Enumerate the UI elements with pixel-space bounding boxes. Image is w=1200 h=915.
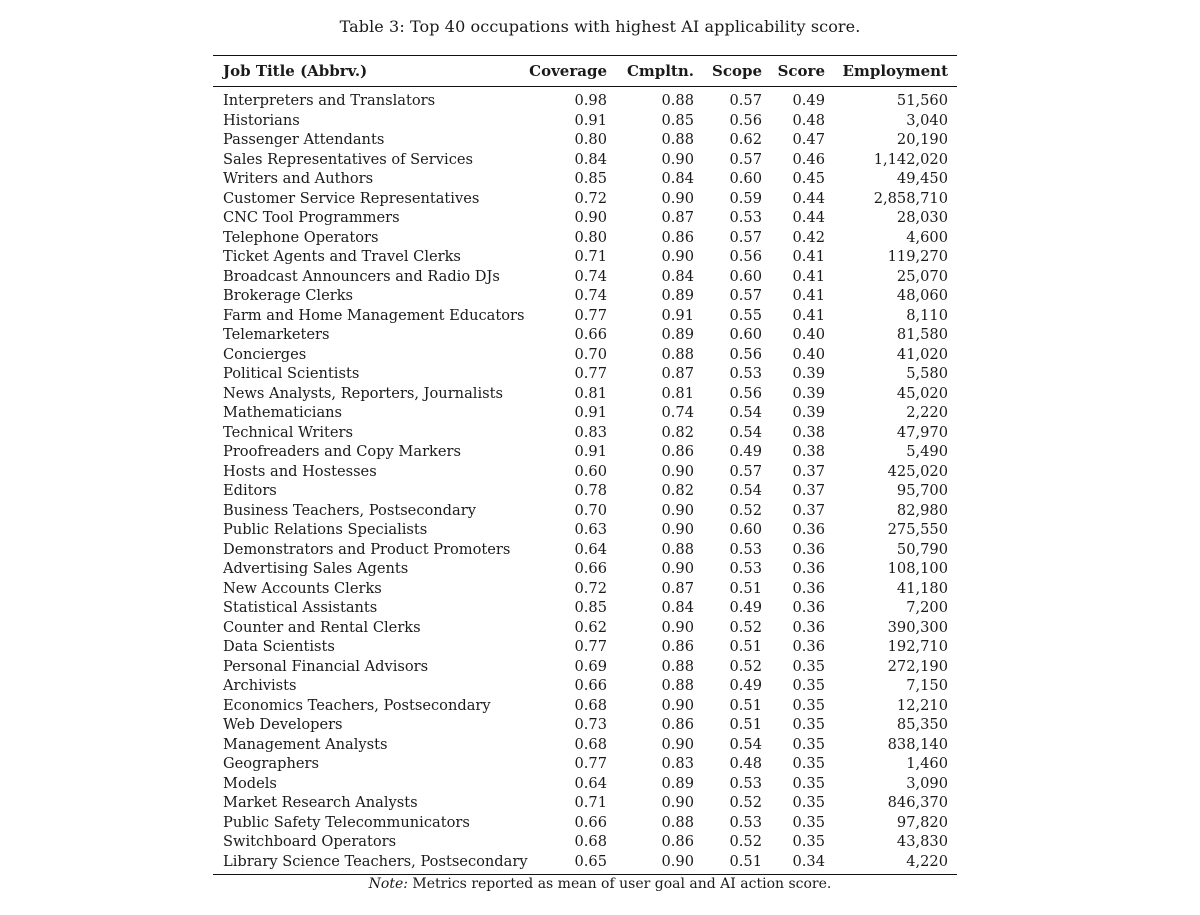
completion-cell: 0.88 bbox=[661, 131, 694, 148]
scope-cell: 0.57 bbox=[729, 228, 762, 246]
job-title-cell: Web Developers bbox=[223, 716, 343, 733]
occupations-table bbox=[213, 56, 957, 86]
coverage-cell: 0.74 bbox=[574, 287, 607, 304]
completion-cell: 0.86 bbox=[661, 638, 694, 655]
scope-cell: 0.51 bbox=[729, 852, 762, 870]
completion-cell: 0.88 bbox=[661, 345, 694, 363]
score-cell: 0.35 bbox=[792, 677, 825, 694]
scope-cell: 0.49 bbox=[729, 599, 762, 616]
completion-cell: 0.86 bbox=[661, 443, 694, 460]
table-bottom-rule bbox=[213, 874, 957, 875]
scope-cell: 0.51 bbox=[729, 579, 762, 597]
coverage-cell: 0.66 bbox=[574, 677, 607, 694]
scope-cell: 0.51 bbox=[729, 638, 762, 655]
score-cell: 0.45 bbox=[792, 170, 825, 187]
scope-cell: 0.57 bbox=[729, 287, 762, 304]
score-cell: 0.36 bbox=[792, 618, 825, 636]
job-title-cell: Ticket Agents and Travel Clerks bbox=[223, 248, 461, 265]
table-row bbox=[213, 384, 957, 404]
completion-cell: 0.90 bbox=[661, 501, 694, 519]
job-title-cell: Political Scientists bbox=[223, 365, 360, 382]
employment-cell: 50,790 bbox=[896, 540, 948, 558]
job-title-cell: Mathematicians bbox=[223, 404, 343, 421]
score-cell: 0.37 bbox=[792, 462, 825, 480]
completion-cell: 0.74 bbox=[661, 404, 694, 421]
completion-cell: 0.90 bbox=[661, 852, 694, 870]
job-title-cell: Library Science Teachers, Postsecondary bbox=[223, 852, 528, 870]
coverage-cell: 0.68 bbox=[574, 735, 607, 753]
score-cell: 0.36 bbox=[792, 599, 825, 616]
completion-cell: 0.86 bbox=[661, 833, 694, 850]
table-row bbox=[213, 423, 957, 443]
scope-cell: 0.51 bbox=[729, 716, 762, 733]
coverage-cell: 0.77 bbox=[574, 638, 607, 655]
table-row bbox=[213, 267, 957, 287]
score-cell: 0.49 bbox=[792, 92, 825, 109]
table-row bbox=[213, 813, 957, 833]
completion-cell: 0.90 bbox=[661, 735, 694, 753]
table-note bbox=[0, 876, 1200, 892]
job-title-cell: Personal Financial Advisors bbox=[223, 657, 429, 675]
coverage-cell: 0.77 bbox=[574, 365, 607, 382]
job-title-cell: Statistical Assistants bbox=[223, 599, 378, 616]
employment-cell: 97,820 bbox=[896, 813, 948, 831]
scope-cell: 0.49 bbox=[729, 443, 762, 460]
score-cell: 0.36 bbox=[792, 521, 825, 538]
employment-cell: 390,300 bbox=[887, 618, 948, 636]
employment-cell: 192,710 bbox=[887, 638, 948, 655]
completion-cell: 0.89 bbox=[661, 326, 694, 343]
completion-cell: 0.88 bbox=[661, 540, 694, 558]
table-row bbox=[213, 715, 957, 735]
job-title-cell: New Accounts Clerks bbox=[223, 579, 382, 597]
score-cell: 0.35 bbox=[792, 696, 825, 714]
score-cell: 0.44 bbox=[792, 189, 825, 207]
table-row bbox=[213, 696, 957, 716]
table-row bbox=[213, 169, 957, 189]
completion-cell: 0.84 bbox=[661, 599, 694, 616]
employment-cell: 41,020 bbox=[896, 345, 948, 363]
scope-cell: 0.54 bbox=[729, 404, 762, 421]
completion-cell: 0.90 bbox=[661, 794, 694, 811]
job-title-cell: Market Research Analysts bbox=[223, 794, 418, 811]
table-row bbox=[213, 618, 957, 638]
score-cell: 0.36 bbox=[792, 540, 825, 558]
job-title-cell: Telephone Operators bbox=[223, 228, 379, 246]
score-cell: 0.39 bbox=[792, 365, 825, 382]
table-row bbox=[213, 657, 957, 677]
coverage-cell: 0.64 bbox=[574, 540, 607, 558]
table-row bbox=[213, 735, 957, 755]
score-cell: 0.41 bbox=[792, 306, 825, 324]
employment-cell: 28,030 bbox=[896, 209, 948, 226]
job-title-cell: Telemarketers bbox=[223, 326, 330, 343]
score-cell: 0.35 bbox=[792, 735, 825, 753]
scope-cell: 0.51 bbox=[729, 696, 762, 714]
table-row bbox=[213, 442, 957, 462]
employment-cell: 425,020 bbox=[887, 462, 948, 480]
employment-cell: 2,220 bbox=[906, 404, 948, 421]
score-cell: 0.42 bbox=[792, 228, 825, 246]
completion-cell: 0.88 bbox=[661, 677, 694, 694]
completion-cell: 0.89 bbox=[661, 774, 694, 792]
score-cell: 0.35 bbox=[792, 774, 825, 792]
completion-cell: 0.90 bbox=[661, 150, 694, 168]
score-cell: 0.41 bbox=[792, 267, 825, 285]
coverage-cell: 0.80 bbox=[574, 228, 607, 246]
scope-cell: 0.53 bbox=[729, 560, 762, 577]
table-row bbox=[213, 774, 957, 794]
score-cell: 0.36 bbox=[792, 579, 825, 597]
completion-cell: 0.90 bbox=[661, 248, 694, 265]
table-row bbox=[213, 91, 957, 111]
score-cell: 0.37 bbox=[792, 482, 825, 499]
scope-cell: 0.56 bbox=[729, 345, 762, 363]
coverage-cell: 0.64 bbox=[574, 774, 607, 792]
table-row bbox=[213, 130, 957, 150]
employment-cell: 45,020 bbox=[896, 384, 948, 402]
job-title-cell: Data Scientists bbox=[223, 638, 335, 655]
coverage-cell: 0.83 bbox=[574, 423, 607, 441]
completion-cell: 0.87 bbox=[661, 209, 694, 226]
scope-cell: 0.49 bbox=[729, 677, 762, 694]
job-title-cell: Concierges bbox=[223, 345, 307, 363]
note-text: Metrics reported as mean of user goal and AI action score. bbox=[412, 876, 832, 892]
employment-cell: 5,490 bbox=[906, 443, 948, 460]
table-row bbox=[213, 832, 957, 852]
table-row bbox=[213, 579, 957, 599]
coverage-cell: 0.71 bbox=[574, 248, 607, 265]
completion-cell: 0.88 bbox=[661, 813, 694, 831]
table-row bbox=[213, 793, 957, 813]
table-row bbox=[213, 637, 957, 657]
score-cell: 0.35 bbox=[792, 794, 825, 811]
table-row bbox=[213, 306, 957, 326]
header-score: Score bbox=[777, 62, 825, 80]
employment-cell: 85,350 bbox=[896, 716, 948, 733]
employment-cell: 2,858,710 bbox=[873, 189, 948, 207]
employment-cell: 3,040 bbox=[906, 111, 948, 129]
score-cell: 0.35 bbox=[792, 755, 825, 772]
coverage-cell: 0.84 bbox=[574, 150, 607, 168]
score-cell: 0.36 bbox=[792, 638, 825, 655]
scope-cell: 0.55 bbox=[729, 306, 762, 324]
coverage-cell: 0.71 bbox=[574, 794, 607, 811]
job-title-cell: News Analysts, Reporters, Journalists bbox=[223, 384, 503, 402]
job-title-cell: Models bbox=[223, 774, 277, 792]
table-row bbox=[213, 286, 957, 306]
job-title-cell: Editors bbox=[223, 482, 277, 499]
score-cell: 0.34 bbox=[792, 852, 825, 870]
completion-cell: 0.84 bbox=[661, 267, 694, 285]
header-completion: Cmpltn. bbox=[626, 62, 694, 80]
table-row bbox=[213, 462, 957, 482]
employment-cell: 5,580 bbox=[906, 365, 948, 382]
job-title-cell: Farm and Home Management Educators bbox=[223, 306, 525, 324]
score-cell: 0.39 bbox=[792, 404, 825, 421]
job-title-cell: Switchboard Operators bbox=[223, 833, 397, 850]
coverage-cell: 0.78 bbox=[574, 482, 607, 499]
table-row bbox=[213, 520, 957, 540]
completion-cell: 0.90 bbox=[661, 521, 694, 538]
header-employment: Employment bbox=[842, 62, 948, 80]
job-title-cell: Proofreaders and Copy Markers bbox=[223, 443, 461, 460]
header-coverage: Coverage bbox=[529, 62, 607, 80]
occupations-table-container bbox=[213, 55, 957, 875]
coverage-cell: 0.70 bbox=[574, 345, 607, 363]
employment-cell: 1,460 bbox=[906, 755, 948, 772]
employment-cell: 48,060 bbox=[896, 287, 948, 304]
table-row bbox=[213, 852, 957, 872]
coverage-cell: 0.91 bbox=[574, 443, 607, 460]
scope-cell: 0.60 bbox=[729, 267, 762, 285]
employment-cell: 7,150 bbox=[906, 677, 948, 694]
employment-cell: 4,220 bbox=[906, 852, 948, 870]
job-title-cell: Historians bbox=[223, 111, 300, 129]
employment-cell: 272,190 bbox=[887, 657, 948, 675]
coverage-cell: 0.63 bbox=[574, 521, 607, 538]
table-row bbox=[213, 228, 957, 248]
completion-cell: 0.87 bbox=[661, 365, 694, 382]
scope-cell: 0.62 bbox=[729, 131, 762, 148]
coverage-cell: 0.68 bbox=[574, 833, 607, 850]
scope-cell: 0.48 bbox=[729, 755, 762, 772]
scope-cell: 0.52 bbox=[729, 501, 762, 519]
scope-cell: 0.54 bbox=[729, 482, 762, 499]
completion-cell: 0.84 bbox=[661, 170, 694, 187]
coverage-cell: 0.74 bbox=[574, 267, 607, 285]
completion-cell: 0.87 bbox=[661, 579, 694, 597]
scope-cell: 0.60 bbox=[729, 170, 762, 187]
job-title-cell: Sales Representatives of Services bbox=[223, 150, 473, 168]
score-cell: 0.35 bbox=[792, 833, 825, 850]
score-cell: 0.47 bbox=[792, 131, 825, 148]
employment-cell: 20,190 bbox=[896, 131, 948, 148]
completion-cell: 0.90 bbox=[661, 618, 694, 636]
employment-cell: 7,200 bbox=[906, 599, 948, 616]
score-cell: 0.41 bbox=[792, 287, 825, 304]
table-row bbox=[213, 501, 957, 521]
table-row bbox=[213, 247, 957, 267]
coverage-cell: 0.68 bbox=[574, 696, 607, 714]
job-title-cell: Geographers bbox=[223, 755, 319, 772]
table-row bbox=[213, 150, 957, 170]
employment-cell: 3,090 bbox=[906, 774, 948, 792]
scope-cell: 0.56 bbox=[729, 384, 762, 402]
table-row bbox=[213, 676, 957, 696]
employment-cell: 12,210 bbox=[896, 696, 948, 714]
job-title-cell: Demonstrators and Product Promoters bbox=[223, 540, 511, 558]
completion-cell: 0.90 bbox=[661, 696, 694, 714]
coverage-cell: 0.62 bbox=[574, 618, 607, 636]
scope-cell: 0.54 bbox=[729, 423, 762, 441]
coverage-cell: 0.65 bbox=[574, 852, 607, 870]
completion-cell: 0.89 bbox=[661, 287, 694, 304]
job-title-cell: Economics Teachers, Postsecondary bbox=[223, 696, 491, 714]
completion-cell: 0.82 bbox=[661, 482, 694, 499]
table-header-row bbox=[213, 56, 957, 86]
score-cell: 0.35 bbox=[792, 657, 825, 675]
job-title-cell: Passenger Attendants bbox=[223, 131, 385, 148]
scope-cell: 0.52 bbox=[729, 657, 762, 675]
table-row bbox=[213, 403, 957, 423]
coverage-cell: 0.66 bbox=[574, 560, 607, 577]
score-cell: 0.35 bbox=[792, 813, 825, 831]
scope-cell: 0.52 bbox=[729, 794, 762, 811]
job-title-cell: Counter and Rental Clerks bbox=[223, 618, 421, 636]
table-row bbox=[213, 345, 957, 365]
score-cell: 0.40 bbox=[792, 345, 825, 363]
table-row bbox=[213, 208, 957, 228]
score-cell: 0.40 bbox=[792, 326, 825, 343]
coverage-cell: 0.80 bbox=[574, 131, 607, 148]
scope-cell: 0.52 bbox=[729, 833, 762, 850]
table-row bbox=[213, 189, 957, 209]
scope-cell: 0.52 bbox=[729, 618, 762, 636]
employment-cell: 1,142,020 bbox=[873, 150, 948, 168]
completion-cell: 0.91 bbox=[661, 306, 694, 324]
coverage-cell: 0.77 bbox=[574, 306, 607, 324]
employment-cell: 43,830 bbox=[896, 833, 948, 850]
completion-cell: 0.90 bbox=[661, 189, 694, 207]
employment-cell: 51,560 bbox=[896, 92, 948, 109]
job-title-cell: Advertising Sales Agents bbox=[223, 560, 409, 577]
job-title-cell: CNC Tool Programmers bbox=[223, 209, 400, 226]
header-job-title: Job Title (Abbrv.) bbox=[223, 62, 368, 80]
completion-cell: 0.86 bbox=[661, 716, 694, 733]
scope-cell: 0.54 bbox=[729, 735, 762, 753]
job-title-cell: Public Safety Telecommunicators bbox=[223, 813, 470, 831]
job-title-cell: Public Relations Specialists bbox=[223, 521, 428, 538]
coverage-cell: 0.90 bbox=[574, 209, 607, 226]
employment-cell: 8,110 bbox=[906, 306, 948, 324]
employment-cell: 119,270 bbox=[887, 248, 948, 265]
job-title-cell: Management Analysts bbox=[223, 735, 388, 753]
score-cell: 0.44 bbox=[792, 209, 825, 226]
scope-cell: 0.53 bbox=[729, 540, 762, 558]
table-row bbox=[213, 481, 957, 501]
table-row bbox=[213, 559, 957, 579]
coverage-cell: 0.77 bbox=[574, 755, 607, 772]
employment-cell: 4,600 bbox=[906, 228, 948, 246]
table-row bbox=[213, 325, 957, 345]
scope-cell: 0.57 bbox=[729, 92, 762, 109]
score-cell: 0.38 bbox=[792, 443, 825, 460]
score-cell: 0.46 bbox=[792, 150, 825, 168]
completion-cell: 0.90 bbox=[661, 560, 694, 577]
coverage-cell: 0.85 bbox=[574, 170, 607, 187]
scope-cell: 0.53 bbox=[729, 209, 762, 226]
completion-cell: 0.86 bbox=[661, 228, 694, 246]
completion-cell: 0.85 bbox=[661, 111, 694, 129]
coverage-cell: 0.70 bbox=[574, 501, 607, 519]
job-title-cell: Customer Service Representatives bbox=[223, 189, 480, 207]
score-cell: 0.41 bbox=[792, 248, 825, 265]
score-cell: 0.48 bbox=[792, 111, 825, 129]
employment-cell: 838,140 bbox=[887, 735, 948, 753]
table-caption: Table 3: Top 40 occupations with highest AI applicability score. bbox=[339, 17, 861, 36]
scope-cell: 0.56 bbox=[729, 248, 762, 265]
job-title-cell: Broadcast Announcers and Radio DJs bbox=[223, 267, 500, 285]
job-title-cell: Interpreters and Translators bbox=[223, 92, 436, 109]
score-cell: 0.36 bbox=[792, 560, 825, 577]
scope-cell: 0.57 bbox=[729, 462, 762, 480]
scope-cell: 0.53 bbox=[729, 774, 762, 792]
scope-cell: 0.53 bbox=[729, 365, 762, 382]
job-title-cell: Technical Writers bbox=[223, 423, 354, 441]
employment-cell: 47,970 bbox=[896, 423, 948, 441]
scope-cell: 0.60 bbox=[729, 521, 762, 538]
scope-cell: 0.59 bbox=[729, 189, 762, 207]
job-title-cell: Brokerage Clerks bbox=[223, 287, 354, 304]
employment-cell: 846,370 bbox=[887, 794, 948, 811]
table-row bbox=[213, 754, 957, 774]
completion-cell: 0.83 bbox=[661, 755, 694, 772]
coverage-cell: 0.91 bbox=[574, 404, 607, 421]
scope-cell: 0.53 bbox=[729, 813, 762, 831]
score-cell: 0.39 bbox=[792, 384, 825, 402]
coverage-cell: 0.66 bbox=[574, 813, 607, 831]
score-cell: 0.35 bbox=[792, 716, 825, 733]
note-label: Note: bbox=[368, 876, 408, 892]
employment-cell: 41,180 bbox=[896, 579, 948, 597]
employment-cell: 275,550 bbox=[887, 521, 948, 538]
coverage-cell: 0.73 bbox=[574, 716, 607, 733]
completion-cell: 0.88 bbox=[661, 657, 694, 675]
coverage-cell: 0.60 bbox=[574, 462, 607, 480]
coverage-cell: 0.72 bbox=[574, 579, 607, 597]
coverage-cell: 0.85 bbox=[574, 599, 607, 616]
scope-cell: 0.56 bbox=[729, 111, 762, 129]
coverage-cell: 0.91 bbox=[574, 111, 607, 129]
employment-cell: 82,980 bbox=[896, 501, 948, 519]
completion-cell: 0.82 bbox=[661, 423, 694, 441]
employment-cell: 81,580 bbox=[896, 326, 948, 343]
coverage-cell: 0.81 bbox=[574, 384, 607, 402]
job-title-cell: Business Teachers, Postsecondary bbox=[223, 501, 476, 519]
scope-cell: 0.60 bbox=[729, 326, 762, 343]
coverage-cell: 0.66 bbox=[574, 326, 607, 343]
table-row bbox=[213, 111, 957, 131]
scope-cell: 0.57 bbox=[729, 150, 762, 168]
employment-cell: 25,070 bbox=[896, 267, 948, 285]
employment-cell: 95,700 bbox=[896, 482, 948, 499]
header-scope: Scope bbox=[711, 62, 762, 80]
job-title-cell: Hosts and Hostesses bbox=[223, 462, 377, 480]
completion-cell: 0.90 bbox=[661, 462, 694, 480]
coverage-cell: 0.69 bbox=[574, 657, 607, 675]
coverage-cell: 0.98 bbox=[574, 92, 607, 109]
employment-cell: 49,450 bbox=[896, 170, 948, 187]
job-title-cell: Archivists bbox=[223, 677, 297, 694]
table-row bbox=[213, 364, 957, 384]
completion-cell: 0.81 bbox=[661, 384, 694, 402]
table-row bbox=[213, 598, 957, 618]
completion-cell: 0.88 bbox=[661, 92, 694, 109]
table-row bbox=[213, 540, 957, 560]
job-title-cell: Writers and Authors bbox=[223, 170, 374, 187]
coverage-cell: 0.72 bbox=[574, 189, 607, 207]
employment-cell: 108,100 bbox=[887, 560, 948, 577]
score-cell: 0.37 bbox=[792, 501, 825, 519]
score-cell: 0.38 bbox=[792, 423, 825, 441]
occupations-table-body bbox=[213, 91, 957, 871]
